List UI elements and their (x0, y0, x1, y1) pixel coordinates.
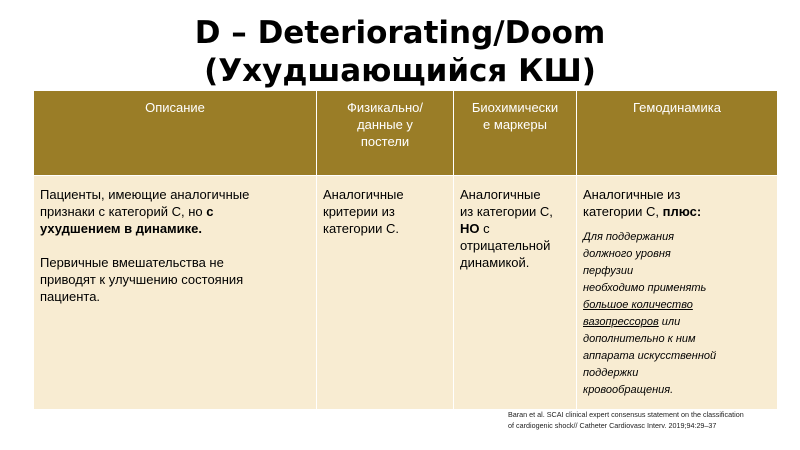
biochem-line: отрицательной (460, 238, 551, 253)
hemo-italic-line: аппарата искусственной (583, 350, 717, 362)
description-line: Пациенты, имеющие аналогичные (40, 187, 250, 202)
hemo-italic-line: поддержки (583, 367, 639, 379)
biochem-bold: НО (460, 221, 480, 236)
physical-line: критерии из (323, 204, 395, 219)
hemo-italic-line: кровообращения. (583, 384, 674, 396)
biochem-line: динамикой. (460, 255, 530, 270)
header-physical-line-1: Физикально/ (347, 100, 423, 115)
physical-line: категории С. (323, 221, 400, 236)
hemo-italic-line: необходимо применять (583, 282, 707, 294)
cell-description (34, 176, 317, 410)
description-line (40, 220, 312, 237)
biochem-line: Аналогичные (460, 187, 541, 202)
biochem-line (460, 220, 572, 237)
description-bold: ухудшением в динамике. (40, 221, 203, 236)
table-header-row (34, 91, 778, 176)
hemo-italic-line: Для поддержания (583, 231, 675, 243)
header-hemodynamics-label: Гемодинамика (633, 100, 721, 115)
hemo-italic-text: или (658, 316, 681, 328)
header-biochem-line-1: Биохимически (471, 100, 559, 115)
hemo-line (583, 203, 773, 220)
header-biochem-line-2: е маркеры (483, 117, 547, 132)
slide-title-line-2: (Ухудшающийся КШ) (204, 53, 596, 89)
hemo-italic-line (583, 314, 773, 331)
header-description-label: Описание (145, 100, 205, 115)
reference-line-1: Baran et al. SCAI clinical expert consensus statement on the classification (508, 410, 744, 419)
description-line: пациента. (40, 289, 101, 304)
cell-biochem (454, 176, 577, 410)
description-line (40, 203, 312, 220)
description-line: Первичные вмешательства не (40, 255, 224, 270)
hemo-italic-line: должного уровня (583, 248, 671, 260)
header-physical-line-2: данные у (357, 117, 413, 132)
description-bold: с (206, 204, 214, 219)
slide-title-line-1: D – Deteriorating/Doom (194, 15, 606, 51)
header-biochem (454, 91, 577, 176)
cell-hemodynamics (577, 176, 778, 410)
description-text: признаки с категорий С, но (40, 204, 207, 219)
physical-line: Аналогичные (323, 187, 404, 202)
cell-physical (317, 176, 454, 410)
reference-citation (508, 409, 798, 431)
hemo-bold: плюс: (662, 204, 702, 219)
table-row (34, 176, 778, 410)
biochem-line: из категории С, (460, 204, 553, 219)
hemo-italic-underlined-line: большое количество (583, 299, 693, 311)
hemo-text: категории С, (583, 204, 663, 219)
header-hemodynamics (577, 91, 778, 176)
reference-line-2: of cardiogenic shock// Catheter Cardiovasc Interv. 2019;94:29–37 (508, 421, 717, 430)
hemo-underlined-text: вазопрессоров (583, 316, 659, 328)
description-line: приводят к улучшению состояния (40, 272, 244, 287)
shock-category-table (33, 90, 778, 410)
header-description (34, 91, 317, 176)
hemo-italic-line: перфузии (583, 265, 634, 277)
header-physical (317, 91, 454, 176)
hemo-italic-line: дополнительно к ним (583, 333, 696, 345)
hemo-line: Аналогичные из (583, 187, 681, 202)
biochem-text: с (479, 221, 490, 236)
header-physical-line-3: постели (360, 134, 410, 149)
